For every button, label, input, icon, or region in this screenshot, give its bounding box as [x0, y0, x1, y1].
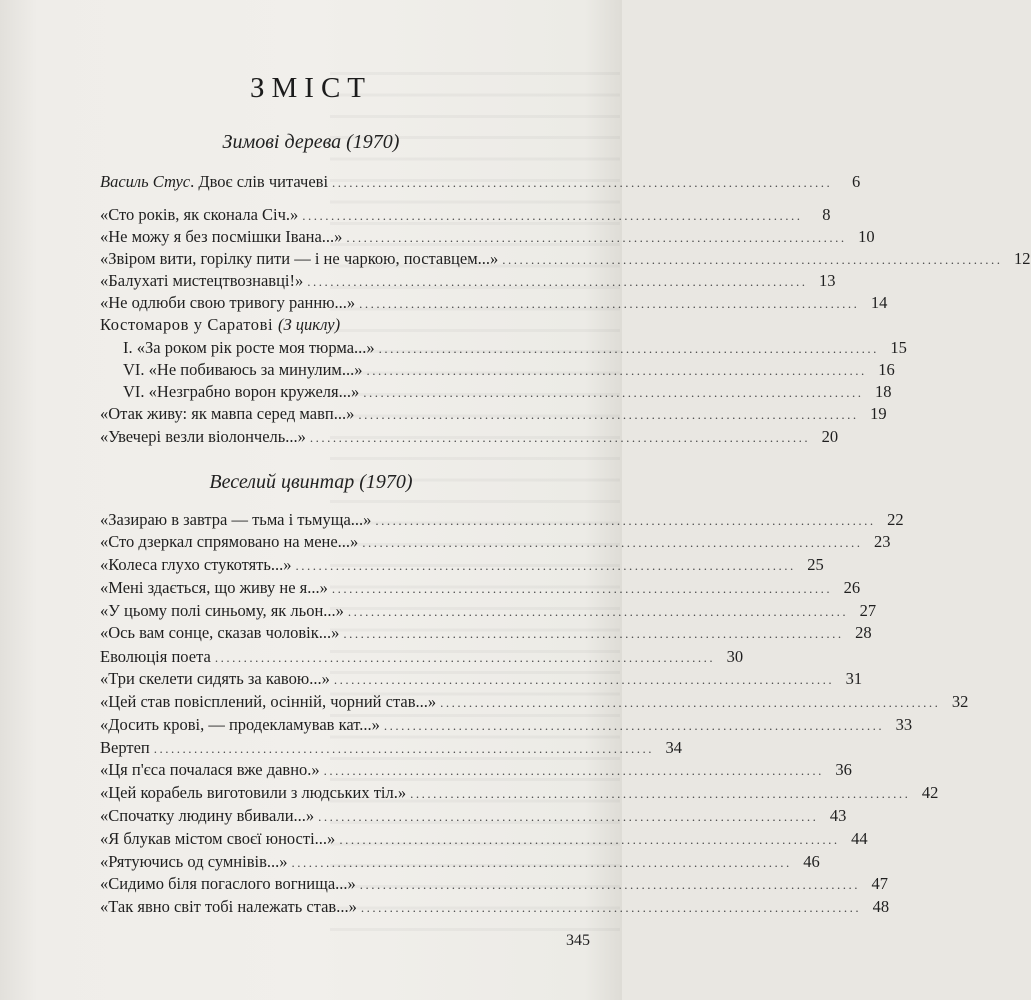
toc-entry-title: «Цей корабель виготовили з людських тіл.» — [100, 783, 407, 802]
toc-entry-page: 34 — [665, 738, 682, 757]
toc-entry — [100, 713, 913, 736]
leader-dots: ....................................................................................... — [359, 296, 860, 311]
toc-entry-title: «Зазираю в завтра — тьма і тьмуща...» — [100, 510, 372, 529]
toc-entry-title: «Три скелети сидять за кавою...» — [100, 669, 330, 688]
toc-entry-page: 10 — [858, 227, 875, 246]
leader-dots: ....................................................................................... — [363, 385, 864, 400]
toc-entry-page: 25 — [807, 555, 824, 574]
leader-dots: ....................................................................................... — [378, 341, 879, 356]
section-heading: Зимові дерева (1970) — [222, 131, 400, 153]
toc-entry-page: 12 — [1014, 249, 1031, 268]
leader-dots: ....................................................................................... — [295, 558, 796, 573]
toc-entry — [100, 895, 890, 918]
leader-dots: ....................................................................................... — [291, 855, 792, 870]
toc-entry — [100, 827, 868, 850]
cycle-title: Костомаров у Саратові — [100, 315, 274, 334]
toc-entry-title: «Балухаті мистецтвознавці!» — [100, 271, 304, 290]
leader-dots: ....................................................................................... — [347, 604, 849, 619]
toc-entry-page: 13 — [819, 271, 836, 290]
toc-entry-page: 19 — [870, 404, 887, 423]
toc-entry — [100, 645, 744, 668]
toc-entry-title: VI. «Незграбно ворон кружеля...» — [123, 382, 360, 401]
toc-entry-title: «Звіром вити, горілку пити — і не чаркою, поставцем...» — [100, 249, 499, 268]
toc-entry-page: 30 — [726, 647, 744, 666]
leader-dots: ....................................................................................... — [318, 809, 819, 824]
leader-dots: ....................................................................................... — [302, 208, 803, 223]
toc-entry-title: «Не одлюби свою тривогу ранню...» — [100, 293, 356, 312]
toc-entry-page: 6 — [852, 172, 861, 191]
leader-dots: ....................................................................................... — [153, 741, 654, 756]
toc-entry — [100, 599, 877, 622]
page-title: ЗМІСТ — [249, 72, 373, 104]
toc-entry-title: «Ця п'єса почалася вже давно.» — [100, 760, 320, 779]
toc-entry — [100, 781, 939, 804]
toc-entry — [100, 530, 891, 553]
toc-entry — [100, 225, 875, 248]
leader-dots: ....................................................................................... — [214, 650, 716, 665]
leader-dots: ....................................................................................... — [332, 175, 833, 190]
toc-entry — [100, 170, 861, 193]
toc-entry-title: VI. «Не побиваюсь за минулим...» — [123, 360, 363, 379]
toc-entry-page: 42 — [921, 783, 939, 802]
leader-dots: ....................................................................................... — [346, 230, 847, 245]
toc-entry-page: 46 — [803, 852, 820, 871]
toc-entry-title: «Отак живу: як мавпа серед мавп...» — [100, 404, 355, 423]
toc-entry-page: 33 — [895, 715, 913, 734]
toc-entry-text: . Двоє слів читачеві — [190, 172, 329, 191]
toc-entry — [100, 553, 824, 576]
toc-entry-title: Еволюція поета — [100, 647, 211, 666]
toc-entry — [100, 804, 847, 827]
toc-entry — [100, 508, 904, 531]
toc-entry — [100, 291, 888, 314]
toc-entry-page: 28 — [855, 623, 872, 642]
toc-entry-title: «Рятуючись од сумнівів...» — [100, 852, 288, 871]
toc-entry-title: «Сто років, як сконала Січ.» — [100, 205, 299, 224]
toc-entry-title: «Сто дзеркал спрямовано на мене...» — [100, 532, 359, 551]
toc-entry-page: 32 — [951, 692, 969, 711]
toc-entry-title: I. «За роком рік росте моя тюрма...» — [123, 338, 375, 357]
toc-entry-title: «Я блукав містом своєї юності...» — [100, 829, 336, 848]
toc-entry-page: 23 — [874, 532, 891, 551]
toc-entry-title: «Досить крові, — продекламував кат...» — [100, 715, 380, 734]
toc-entry-title: «Сидимо біля погаслого вогнища...» — [100, 874, 356, 893]
toc-entry-title: «Колеса глухо стукотять...» — [100, 555, 292, 574]
leader-dots: ....................................................................................... — [339, 832, 840, 847]
leader-dots: ....................................................................................... — [359, 877, 861, 892]
toc-entry-title: «Не можу я без посмішки Івана...» — [100, 227, 343, 246]
toc-entry — [123, 358, 895, 381]
leader-dots: ....................................................................................... — [343, 626, 844, 641]
toc-entry — [123, 336, 907, 359]
leader-dots: ....................................................................................... — [360, 900, 862, 915]
toc-entry-title — [100, 170, 328, 193]
toc-entry — [100, 690, 969, 713]
toc-entry-page: 31 — [845, 669, 863, 688]
toc-entry-title: «Мені здається, що живу не я...» — [100, 578, 328, 597]
leader-dots: ....................................................................................... — [333, 672, 835, 687]
leader-dots: ....................................................................................... — [331, 581, 833, 596]
leader-dots: ....................................................................................... — [366, 363, 867, 378]
leader-dots: ....................................................................................... — [362, 535, 863, 550]
toc-entry-title — [100, 313, 340, 336]
toc-entry-page: 15 — [890, 338, 907, 357]
leader-dots: ....................................................................................... — [383, 718, 885, 733]
toc-entry — [100, 425, 839, 448]
toc-cycle-heading — [100, 313, 574, 336]
toc-entry — [100, 269, 836, 292]
cycle-note: (З циклу) — [277, 315, 341, 334]
toc-entry-page: 22 — [887, 510, 904, 529]
toc-entry — [100, 872, 889, 895]
toc-entry-author: Василь Стус — [100, 172, 191, 191]
page-number: 345 — [566, 932, 590, 949]
toc-entry-page: 36 — [835, 760, 852, 779]
toc-entry-page: 14 — [870, 293, 888, 312]
toc-entry-title: «Спочатку людину вбивали...» — [100, 806, 315, 825]
leader-dots: ....................................................................................... — [375, 513, 876, 528]
toc-entry-page: 44 — [851, 829, 868, 848]
toc-entry-page: 48 — [872, 897, 890, 916]
toc-entry-page: 27 — [859, 601, 877, 620]
toc-entry-page: 18 — [874, 382, 892, 401]
toc-entry-title: «Ось вам сонце, сказав чоловік...» — [100, 623, 340, 642]
toc-entry — [123, 380, 892, 403]
toc-entry-title: «Цей став повісплений, осінній, чорний став...» — [100, 692, 437, 711]
toc-entry — [100, 850, 820, 873]
toc-entry — [100, 402, 887, 425]
toc-entry — [100, 247, 1031, 270]
toc-entry-page: 8 — [822, 205, 831, 224]
leader-dots: ....................................................................................... — [440, 695, 941, 710]
toc-entry — [100, 621, 872, 644]
leader-dots: ....................................................................................... — [309, 430, 811, 445]
leader-dots: ....................................................................................... — [307, 274, 808, 289]
toc-entry — [100, 576, 861, 599]
toc-entry-title: Вертеп — [100, 738, 150, 757]
leader-dots: ....................................................................................... — [358, 407, 859, 422]
toc-entry — [100, 758, 852, 781]
toc-entry-page: 43 — [829, 806, 847, 825]
leader-dots: ....................................................................................... — [410, 786, 911, 801]
toc-entry-title: «Так явно світ тобі належать став...» — [100, 897, 357, 916]
toc-entry-page: 26 — [843, 578, 861, 597]
toc-entry — [100, 667, 863, 690]
toc-entry-title: «У цьому полі синьому, як льон...» — [100, 601, 344, 620]
section-heading: Веселий цвинтар (1970) — [209, 471, 413, 493]
toc-entry-page: 47 — [871, 874, 889, 893]
toc-entry-title: «Увечері везли віолончель...» — [100, 427, 306, 446]
leader-dots: ....................................................................................... — [323, 763, 824, 778]
toc-entry-page: 20 — [821, 427, 839, 446]
toc-entry — [100, 736, 682, 759]
leader-dots: ....................................................................................... — [502, 252, 1003, 267]
toc-entry-page: 16 — [878, 360, 895, 379]
toc-entry — [100, 203, 831, 226]
